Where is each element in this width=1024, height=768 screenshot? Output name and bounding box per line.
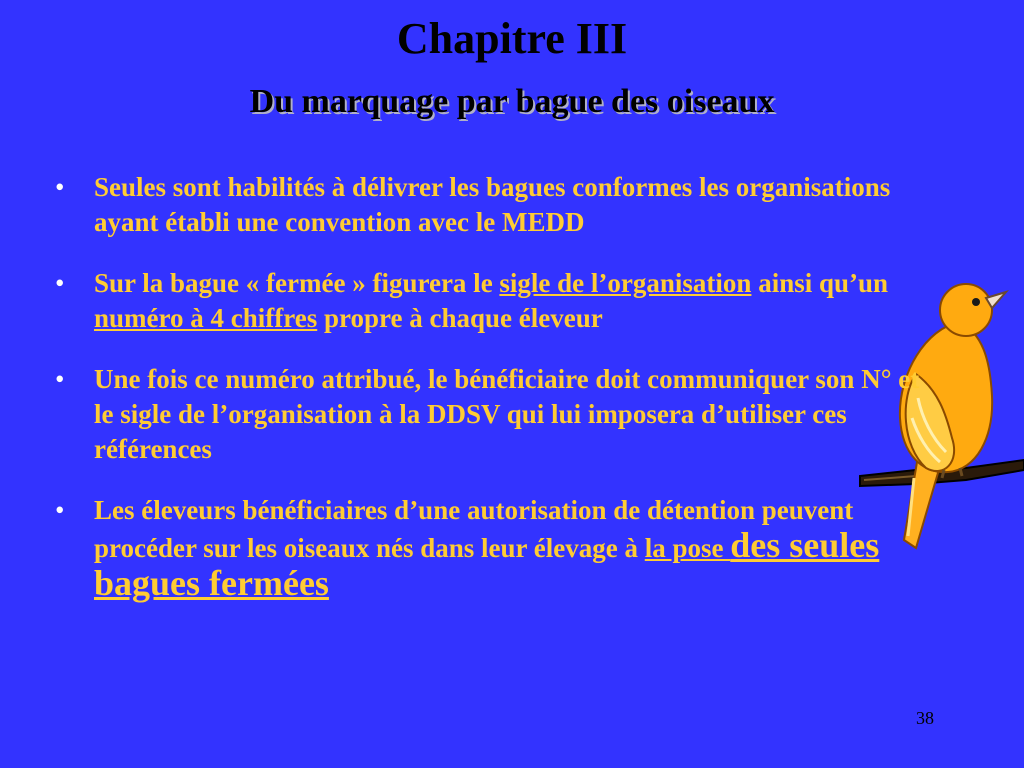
underlined-term-organisation-sigle: sigle de l’organisation [499,268,752,298]
underlined-term-number: numéro à 4 chiffres [94,303,318,333]
page-number: 38 [916,708,934,728]
bullet-text-part: Sur la bague « fermée » figurera le [94,268,500,298]
bullet-text: Seules sont habilités à délivrer les bagues conformes les organisations ayant établi une convention avec le MEDD [94,172,891,237]
bullet-list [55,170,935,630]
bullet-item-2 [55,266,935,336]
bullet-marker: • [55,495,65,525]
bullet-marker: • [55,172,65,202]
bullet-text: Une fois ce numéro attribué, le bénéficiaire doit communiquer son N° et le sigle de l’organisation à la DDSV qui lui imposera d’utiliser ces références [94,364,920,464]
bullet-marker: • [55,364,65,394]
bullet-item-3 [55,362,935,467]
underlined-term-closed-rings: des seules bagues fermées [94,525,880,603]
bullet-item-1 [55,170,935,240]
slide-subtitle: Du marquage par bague des oiseaux [249,83,775,120]
bullet-text-part: propre à chaque éleveur [317,303,603,333]
underlined-term-la-pose: la pose [644,533,731,563]
bullet-item-4 [55,493,935,604]
bullet-marker: • [55,268,65,298]
bullet-text-part: ainsi qu’un [751,268,889,298]
bullet-text-part: Les éleveurs bénéficiaires d’une autorisation de détention peuvent procéder sur les oiseaux nés dans leur élevage à [94,495,854,563]
slide-title: Chapitre III [396,14,628,63]
